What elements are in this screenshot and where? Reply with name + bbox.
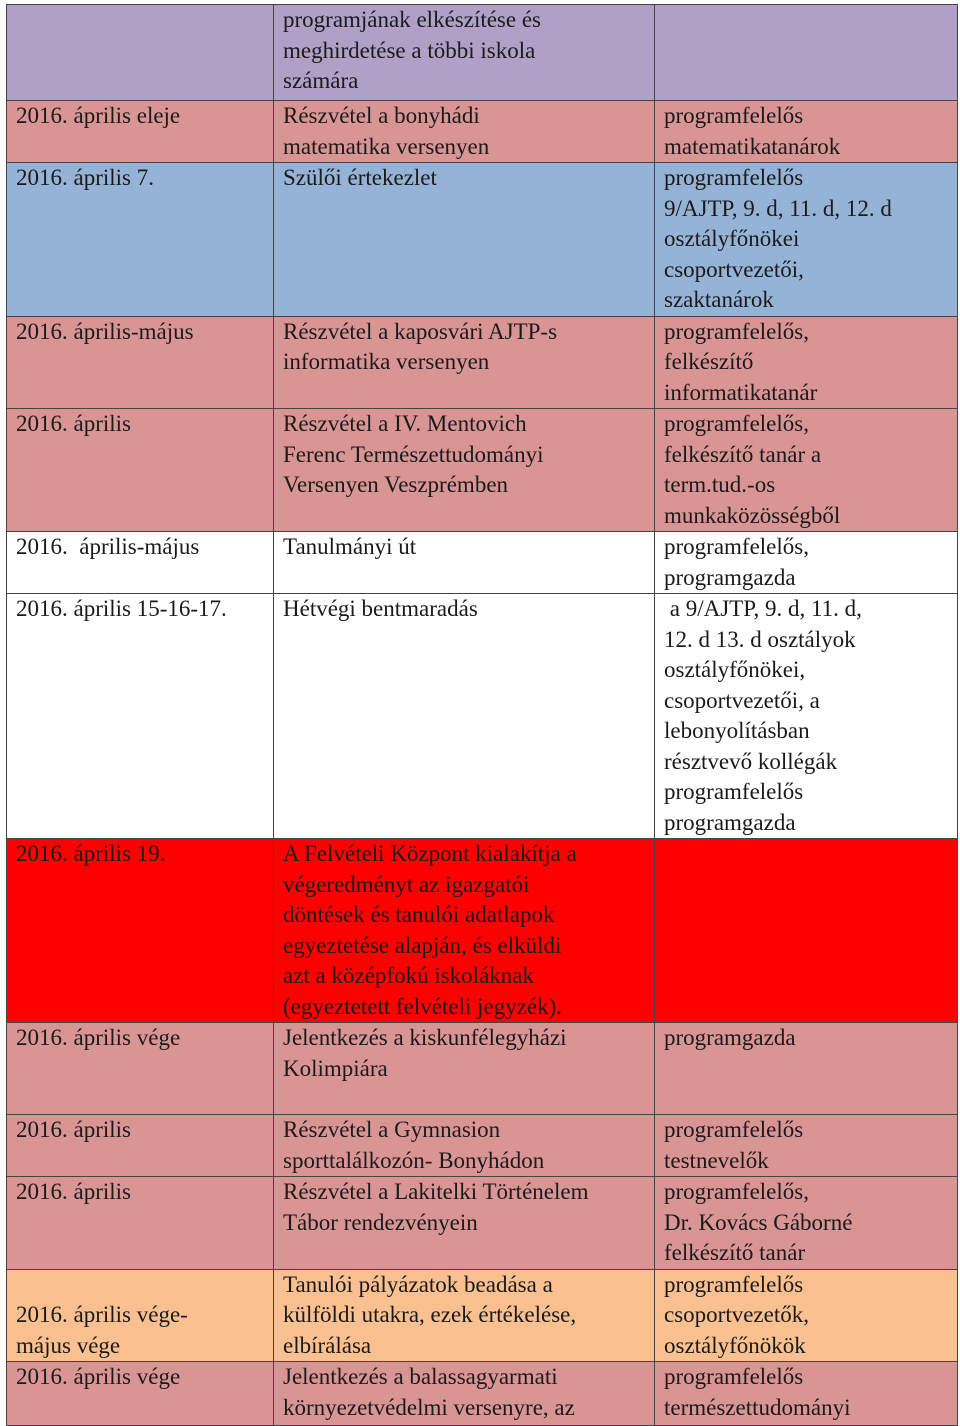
table-row [7,101,958,163]
date-cell [7,163,274,317]
date-cell [7,1362,274,1426]
responsible-cell [655,1023,958,1115]
event-cell-text: Szülői értekezlet [283,165,437,190]
event-cell [274,1023,655,1115]
date-cell [7,1269,274,1362]
table-row [7,316,958,409]
event-cell-text: Részvétel a kaposvári AJTP-s informatika versenyen [283,318,558,374]
date-cell-text: 2016. április eleje [16,103,181,128]
schedule-body [7,5,958,1426]
date-cell [7,1023,274,1115]
responsible-cell [655,316,958,409]
date-cell-text: 2016. április [16,411,131,436]
date-cell-text: 2016. április vége- május vége [16,1302,188,1358]
table-row [7,1023,958,1115]
schedule-table [6,4,958,1426]
date-cell-text: 2016. április-május [16,318,194,344]
responsible-cell-text: programgazda [664,1025,796,1050]
responsible-cell-text: programfelelős, felkészítő informatikatanár [664,318,818,405]
date-cell [7,316,274,409]
responsible-cell [655,1115,958,1177]
responsible-cell [655,5,958,101]
responsible-cell [655,1362,958,1426]
table-row [7,163,958,317]
table-row [7,1115,958,1177]
event-cell [274,163,655,317]
event-cell [274,409,655,532]
event-cell [274,1362,655,1426]
event-cell [274,532,655,594]
table-row [7,839,958,1023]
date-cell-text: 2016. április [16,1179,131,1204]
responsible-cell-text: a 9/AJTP, 9. d, 11. d, 12. d 13. d osztályok osztályfőnökei, csoportvezetői, a lebonyolításban résztvevő kollégák programfelelős programgazda [664,596,862,835]
date-cell-text: 2016. április vége [16,1364,181,1389]
date-cell-text: 2016. április [16,1117,131,1142]
table-row [7,1177,958,1270]
responsible-cell-text: programfelelős, felkészítő tanár a term.tud.-os munkaközösségből [664,411,841,528]
date-cell [7,594,274,839]
event-cell [274,839,655,1023]
event-cell-text: Tanulmányi út [283,534,417,559]
responsible-cell-text: programfelelős, programgazda [664,534,809,590]
date-cell [7,5,274,101]
date-cell [7,101,274,163]
event-cell-text: Jelentkezés a balassagyarmati környezetvédelmi versenyre, az [283,1364,575,1420]
responsible-cell-text: programfelelős matematikatanárok [664,103,841,159]
event-cell-text: Hétvégi bentmaradás [283,596,478,621]
date-cell-text: 2016. április 7. [16,165,154,190]
event-cell-text: programjának elkészítése és meghirdetése a többi iskola számára [283,7,541,93]
table-row [7,532,958,594]
responsible-cell-text: programfelelős természettudományi [664,1364,851,1420]
table-row [7,1362,958,1426]
event-cell [274,5,655,101]
event-cell [274,1269,655,1362]
date-cell-text: 2016. április-május [16,534,200,559]
event-cell-text: Jelentkezés a kiskunfélegyházi Kolimpiára [283,1025,567,1081]
table-row [7,594,958,839]
responsible-cell [655,409,958,532]
event-cell-text: Részvétel a Gymnasion sporttalálkozón- Bonyhádon [283,1117,545,1173]
event-cell [274,1115,655,1177]
responsible-cell [655,101,958,163]
date-cell [7,532,274,594]
responsible-cell-text: programfelelős testnevelők [664,1117,804,1173]
event-cell-text: Részvétel a IV. Mentovich Ferenc Természettudományi Versenyen Veszprémben [283,411,544,497]
responsible-cell-text: programfelelős, Dr. Kovács Gáborné felkészítő tanár [664,1179,853,1265]
responsible-cell-text: programfelelős 9/AJTP, 9. d, 11. d, 12. d osztályfőnökei csoportvezetői, szaktanárok [664,165,892,312]
date-cell [7,839,274,1023]
event-cell-text: Tanulói pályázatok beadása a külföldi utakra, ezek értékelése, elbírálása [283,1271,577,1358]
event-cell-text: Részvétel a bonyhádi matematika versenyen [283,103,490,159]
responsible-cell-text: programfelelős csoportvezetők, osztályfőnökök [664,1271,809,1358]
date-cell [7,409,274,532]
event-cell-text: A Felvételi Központ kialakítja a végeredményt az igazgatói döntések és tanulói adatlapok egyeztetése alapján, és elküldi azt a középfokú iskoláknak (egyeztetett felvételi jegyzék). [283,841,577,1019]
table-row [7,5,958,101]
date-cell [7,1177,274,1270]
responsible-cell [655,163,958,317]
date-cell-text: 2016. április vége [16,1025,181,1050]
table-row [7,1269,958,1362]
event-cell [274,594,655,839]
responsible-cell [655,839,958,1023]
event-cell-text: Részvétel a Lakitelki Történelem Tábor rendezvényein [283,1179,589,1235]
event-cell [274,1177,655,1270]
responsible-cell [655,1177,958,1270]
responsible-cell [655,594,958,839]
date-cell-text: 2016. április 15-16-17. [16,596,227,621]
responsible-cell [655,532,958,594]
event-cell [274,101,655,163]
date-cell-text: 2016. április 19. [16,841,166,866]
event-cell [274,316,655,409]
responsible-cell [655,1269,958,1362]
date-cell [7,1115,274,1177]
table-row [7,409,958,532]
